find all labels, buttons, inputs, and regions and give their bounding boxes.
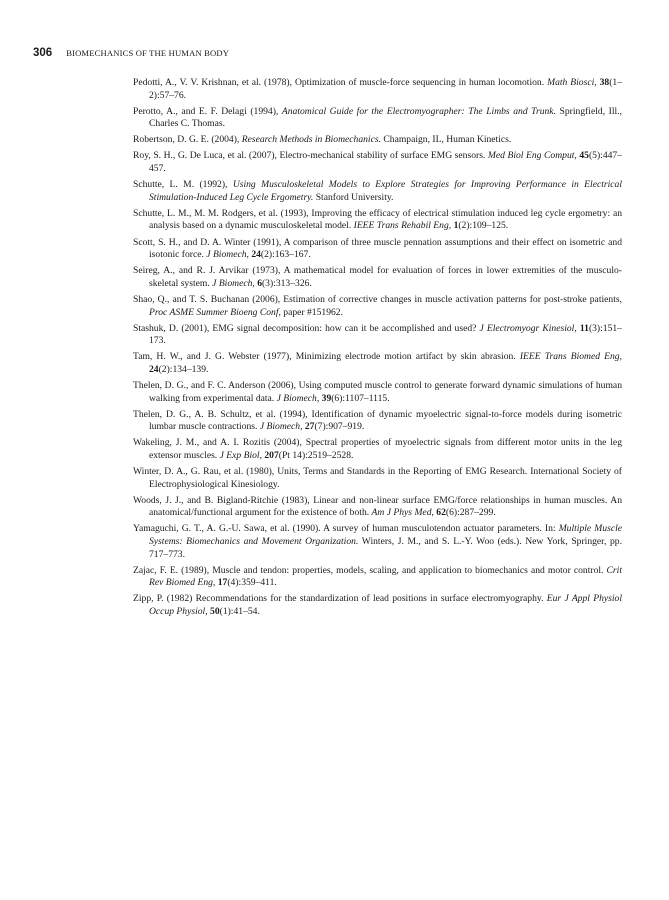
ref-pages: (2):163–167. (260, 249, 311, 261)
ref-journal: Proc ASME Summer Bioeng Conf, (149, 306, 281, 318)
ref-volume: 27 (304, 421, 315, 433)
ref-journal: J Electromyogr Kinesiol, (479, 322, 577, 334)
ref-volume: 1 (453, 220, 459, 232)
ref-text: Robertson, D. G. E. (2004), (133, 134, 242, 146)
ref-journal: Am J Phys Med, (371, 507, 434, 519)
ref-pages: Springfield, Ill., Charles C. Thomas. (149, 105, 622, 130)
reference-item (133, 150, 622, 175)
ref-title: Multiple Muscle Systems: Biomechanics and Movement Organization. (149, 523, 622, 547)
ref-pages: Champaign, IL, Human Kinetics. (380, 134, 512, 146)
page-number: 306 (33, 47, 53, 59)
ref-journal: J Biomech, (212, 277, 255, 289)
ref-title: Using Musculoskeletal Models to Explore Strategies for Improving Performance in Electrical Stimulation-Induced Leg Cycle Ergometry. (149, 179, 622, 203)
ref-journal: J Exp Biol, (219, 449, 262, 461)
ref-text: Roy, S. H., G. De Luca, et al. (2007), Electro-mechanical stability of surface EMG sensors. (133, 150, 488, 162)
ref-text: Schutte, L. M., M. M. Rodgers, et al. (1993), Improving the efficacy of electrical stimulation induced leg cycle ergometry: an analysis based on a dynamic musculoskeletal model. (133, 207, 622, 232)
ref-pages: (4):359–411. (227, 577, 277, 589)
reference-item (133, 323, 622, 348)
ref-volume: 50 (210, 605, 220, 617)
reference-item (133, 565, 622, 590)
reference-item (133, 179, 622, 204)
reference-item (133, 237, 622, 262)
ref-volume: 11 (579, 322, 589, 334)
ref-text: Zajac, F. E. (1989), Muscle and tendon: properties, models, scaling, and application to biomechanics and motor control. (133, 564, 607, 576)
ref-text: Zipp, P. (1982) Recommendations for the standardization of lead positions in surface electromyography. (133, 593, 547, 605)
reference-item (133, 134, 622, 147)
ref-pages: (1–2):57–76. (149, 77, 622, 101)
ref-volume: 45 (579, 150, 589, 162)
reference-item (133, 294, 622, 319)
ref-volume: 39 (321, 392, 332, 404)
ref-text: Schutte, L. M. (1992), (133, 179, 233, 191)
reference-list (133, 77, 622, 622)
ref-title: Anatomical Guide for the Electromyographer: The Limbs and Trunk. (281, 105, 556, 117)
ref-journal: J Biomech, (259, 421, 303, 433)
reference-item (133, 106, 622, 131)
running-head: BIOMECHANICS OF THE HUMAN BODY (66, 48, 230, 58)
ref-pages: (2):109–125. (458, 220, 509, 232)
ref-journal: IEEE Trans Rehabil Eng, (353, 220, 452, 232)
reference-item (133, 437, 622, 462)
ref-text: Tam, H. W., and J. G. Webster (1977), Minimizing electrode motion artifact by skin abrasion. (133, 351, 520, 363)
ref-pages: (7):907–919. (314, 421, 365, 433)
ref-pages: (6):1107–1115. (331, 392, 390, 404)
reference-item (133, 409, 622, 434)
ref-text: Scott, S. H., and D. A. Winter (1991), A comparison of three muscle pennation assumptions and their effect on isometric and isotonic force. (133, 236, 622, 261)
ref-pages: (2):134–139. (158, 363, 209, 375)
page-header (33, 47, 229, 61)
ref-text: Thelen, D. G., and F. C. Anderson (2006), Using computed muscle control to generate forward dynamic simulations of human walking from experimental data. (133, 379, 622, 404)
ref-text: Seireg, A., and R. J. Arvikar (1973), A mathematical model for evaluation of forces in lower extremities of the musculo-skeletal system. (133, 265, 622, 289)
ref-text: Winter, D. A., G. Rau, et al. (1980), Units, Terms and Standards in the Reporting of EMG Research. International Society of Electrophysiological Kinesiology. (133, 466, 622, 490)
ref-volume: 17 (217, 577, 228, 589)
ref-pages: (6):287–299. (445, 507, 496, 519)
ref-volume: 24 (251, 249, 261, 261)
ref-pages: Stanford University. (313, 191, 394, 203)
ref-text: Wakeling, J. M., and A. I. Rozitis (2004), Spectral properties of myoelectric signals from different motor units in the leg extensor muscles. (133, 437, 622, 461)
reference-item (133, 351, 622, 376)
ref-text: Perotto, A., and E. F. Delagi (1994), (133, 105, 282, 117)
ref-volume: 207 (264, 449, 279, 461)
ref-pages: (3):313–326. (261, 277, 312, 289)
ref-volume: 38 (599, 77, 610, 88)
reference-item (133, 593, 622, 618)
ref-pages: (3):151–173. (149, 322, 622, 347)
ref-text: Woods, J. J., and B. Bigland-Ritchie (1983), Linear and non-linear surface EMG/force relationships in human muscles. An anatomical/functional argument for the existence of both. (133, 494, 622, 519)
ref-pages: paper #151962. (280, 306, 343, 318)
ref-title: Research Methods in Biomechanics. (241, 134, 381, 146)
reference-item (133, 495, 622, 520)
reference-item (133, 523, 622, 561)
ref-text: Thelen, D. G., A. B. Schultz, et al. (1994), Identification of dynamic myoelectric signal-to-force models during isometric lumbar muscle contractions. (133, 408, 622, 433)
ref-pages: Winters, J. M., and S. L.-Y. Woo (eds.). New York, Springer, pp. 717–773. (149, 536, 622, 560)
ref-journal: Crit Rev Biomed Eng, (149, 564, 622, 589)
reference-item (133, 265, 622, 290)
ref-text: Yamaguchi, G. T., A. G.-U. Sawa, et al. (1990). A survey of human musculotendon actuator parameters. In: (133, 523, 559, 535)
ref-pages: (Pt 14):2519–2528. (278, 449, 354, 461)
ref-journal: J Biomech, (276, 392, 320, 404)
reference-item (133, 208, 622, 233)
reference-item (133, 466, 622, 491)
reference-item (133, 380, 622, 405)
ref-text: Pedotti, A., V. V. Krishnan, et al. (1978), Optimization of muscle-force sequencing in human locomotion. (133, 77, 548, 88)
ref-journal: IEEE Trans Biomed Eng, (519, 351, 622, 363)
ref-text: Stashuk, D. (2001), EMG signal decomposition: how can it be accomplished and used? (133, 322, 480, 334)
ref-volume: 24 (149, 363, 159, 375)
ref-journal: Med Biol Eng Comput, (487, 150, 577, 162)
ref-pages: (1):41–54. (219, 605, 260, 617)
ref-volume: 6 (257, 277, 262, 289)
ref-journal: Eur J Appl Physiol Occup Physiol, (149, 593, 622, 617)
reference-item (133, 77, 622, 102)
ref-journal: Math Biosci, (547, 77, 597, 88)
ref-pages: (5):447–457. (149, 150, 623, 175)
ref-journal: J Biomech, (206, 249, 249, 261)
ref-text: Shao, Q., and T. S. Buchanan (2006), Estimation of corrective changes in muscle activation patterns for post-stroke patients, (133, 293, 622, 305)
ref-volume: 62 (436, 507, 446, 519)
